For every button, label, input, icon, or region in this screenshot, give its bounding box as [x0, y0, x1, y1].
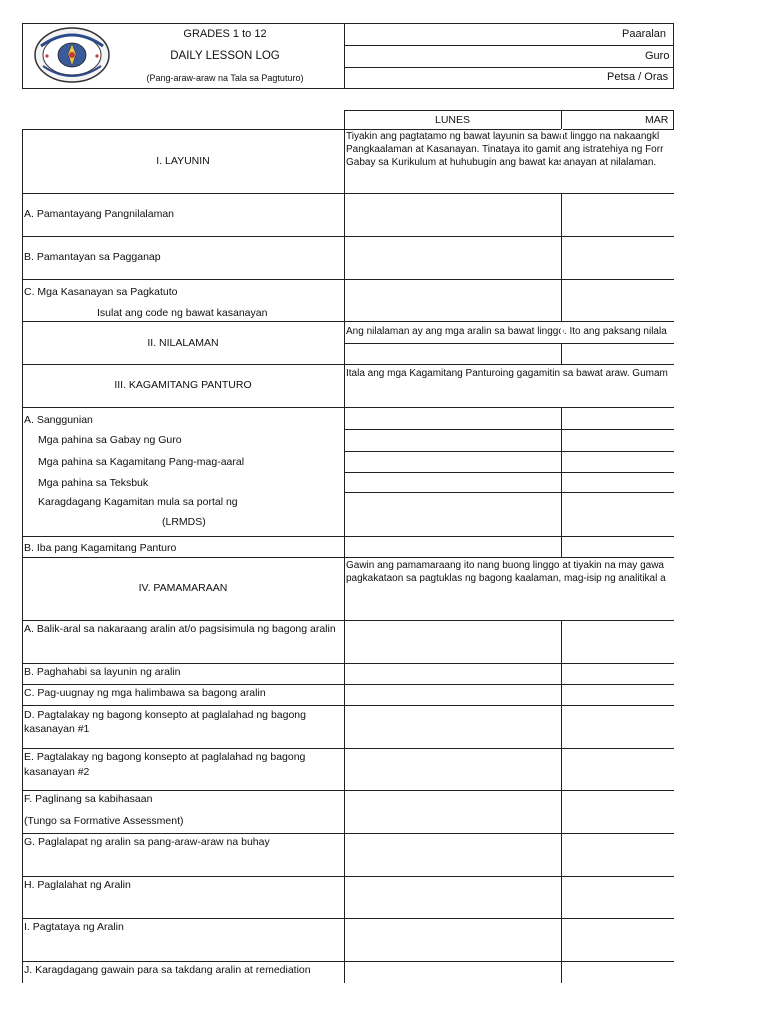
header-divider [344, 23, 345, 89]
row-line [22, 279, 674, 280]
nilalaman-note: Ang nilalaman ay ang mga aralin sa bawat linggo. Ito ang paksang nilala [346, 326, 667, 337]
row-line [22, 790, 674, 791]
label-f-paglinang: F. Paglinang sa kabihasaan [24, 793, 153, 805]
label-g-paglalapat: G. Paglalapat ng aralin sa pang-araw-araw na buhay [24, 836, 270, 848]
deped-seal-icon [33, 26, 111, 84]
row-line [22, 748, 674, 749]
label-a-balik-aral: A. Balik-aral sa nakaraang aralin at/o pagsisimula ng bagong aralin [24, 623, 336, 635]
row-line [22, 705, 674, 706]
row-line [22, 876, 674, 877]
kagamitan-note: Itala ang mga Kagamitang Panturoing gagamitin sa bawat araw. Gumam [346, 368, 668, 379]
header-subtitle: (Pang-araw-araw na Tala sa Pagtuturo) [146, 73, 304, 83]
label-h-paglalahat: H. Paglalahat ng Aralin [24, 879, 131, 891]
label-gabay-ng-guro: Mga pahina sa Gabay ng Guro [38, 434, 182, 446]
label-teksbuk: Mga pahina sa Teksbuk [38, 477, 149, 489]
row-line [344, 472, 674, 473]
section-kagamitang-panturo: III. KAGAMITANG PANTURO [114, 379, 252, 391]
grid-label-divider [344, 129, 345, 983]
label-e-kasanayan-2: kasanayan #2 [24, 766, 90, 778]
row-line [22, 961, 674, 962]
daily-lesson-log-title: DAILY LESSON LOG [170, 50, 280, 62]
row-line [22, 684, 674, 685]
row-line [22, 364, 674, 365]
row-line [344, 451, 674, 452]
label-a-sanggunian: A. Sanggunian [24, 414, 93, 426]
section-layunin: I. LAYUNIN [156, 155, 210, 167]
nilalaman-merge-mask [561, 322, 563, 343]
row-line [344, 343, 674, 344]
row-line [344, 492, 674, 493]
row-line [22, 407, 674, 408]
section-nilalaman: II. NILALAMAN [147, 337, 219, 349]
label-d-kasanayan-1: kasanayan #1 [24, 723, 90, 735]
grid-day-divider [561, 129, 562, 983]
row-line [22, 663, 674, 664]
day-divider-top [561, 110, 562, 129]
day-martes: MAR [645, 114, 669, 126]
row-line [22, 620, 674, 621]
layunin-note-2: Pangkaalaman at Kasanayan. Tinataya ito gamit ang istratehiya ng Forr [346, 144, 664, 155]
label-b-iba-pang-kagamitan: B. Iba pang Kagamitang Panturo [24, 542, 177, 554]
label-c-pag-uugnay: C. Pag-uugnay ng mga halimbawa sa bagong aralin [24, 687, 266, 699]
layunin-note-1: Tiyakin ang pagtatamo ng bawat layunin sa bawat linggo na nakaangkl [346, 131, 660, 142]
label-b-paghahabi: B. Paghahabi sa layunin ng aralin [24, 666, 181, 678]
row-line [22, 557, 674, 558]
grid-left-edge [22, 129, 23, 983]
label-b-pamantayan-sa-pagganap: B. Pamantayan sa Pagganap [24, 251, 161, 263]
pamamaraan-merge-mask [561, 558, 563, 620]
label-lrmds: (LRMDS) [162, 516, 206, 528]
label-d-pagtalakay-1: D. Pagtalakay ng bagong konsepto at paglalahad ng bagong [24, 709, 306, 721]
label-karagdagang-kagamitan: Karagdagang Kagamitan mula sa portal ng [38, 496, 238, 508]
row-line [22, 918, 674, 919]
label-kagamitang-pang-mag-aaral: Mga pahina sa Kagamitang Pang-mag-aaral [38, 456, 245, 468]
label-j-karagdagang-gawain: J. Karagdagang gawain para sa takdang aralin at remediation [24, 964, 311, 976]
day-lunes: LUNES [434, 114, 470, 126]
row-line [22, 236, 674, 237]
header-rule-1 [344, 45, 674, 46]
grades-title: GRADES 1 to 12 [183, 28, 267, 40]
header-rule-2 [344, 67, 674, 68]
grid-top [22, 129, 674, 130]
label-i-pagtataya: I. Pagtataya ng Aralin [24, 921, 124, 933]
field-petsa-oras: Petsa / Oras [607, 71, 669, 83]
field-guro: Guro [645, 50, 670, 62]
row-line [22, 833, 674, 834]
pamamaraan-note-2: pagkakataon sa pagtuklas ng bagong kaalaman, mag-isip ng analitikal a [346, 573, 666, 584]
row-line [344, 429, 674, 430]
label-c-kasanayan: C. Mga Kasanayan sa Pagkatuto [24, 286, 178, 298]
row-line [22, 321, 674, 322]
pamamaraan-note-1: Gawin ang pamamaraang ito nang buong linggo at tiyakin na may gawa [346, 560, 664, 571]
row-line [22, 536, 674, 537]
layunin-note-3: Gabay sa Kurikulum at huhubugin ang bawat kasanayan at nilalaman. [346, 157, 657, 168]
layunin-merge-mask [561, 129, 563, 193]
label-c-isulat-code: Isulat ang code ng bawat kasanayan [97, 307, 268, 319]
field-paaralan: Paaralan [622, 28, 667, 40]
kagamitan-merge-mask [561, 365, 563, 407]
section-pamamaraan: IV. PAMAMARAAN [138, 582, 228, 594]
label-e-pagtalakay-2: E. Pagtalakay ng bagong konsepto at paglalahad ng bagong [24, 751, 306, 763]
label-a-pamantayang-pangnilalaman: A. Pamantayang Pangnilalaman [24, 208, 175, 220]
row-line [22, 193, 674, 194]
label-f-formative: (Tungo sa Formative Assessment) [24, 815, 184, 827]
